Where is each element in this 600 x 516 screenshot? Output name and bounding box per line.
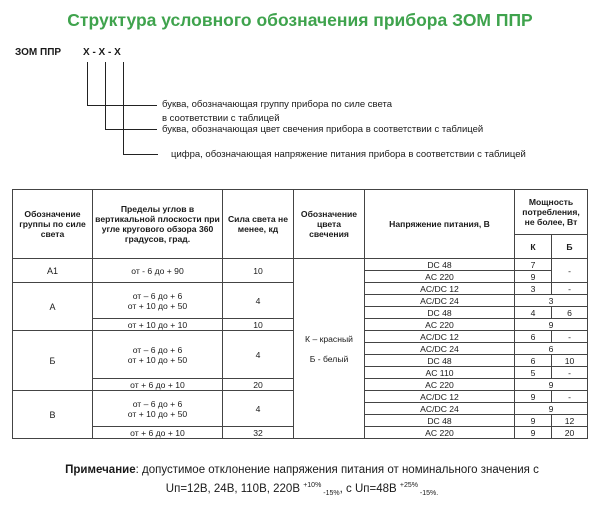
power-k-cell: 9 [515,427,552,439]
connector-1-horizontal [87,105,157,106]
color-white: Б - белый [309,353,349,364]
color-red: К – красный [305,333,353,344]
connector-3-horizontal [123,154,158,155]
angles-b-main-line-2: от + 10 до + 50 [127,354,188,365]
intensity-b-main: 4 [223,331,294,379]
angles-a1: от - 6 до + 90 [93,259,223,283]
header-power-k: К [515,235,552,259]
voltage-cell: DC 48 [365,415,515,427]
intensity-a1: 10 [223,259,294,283]
angles-a-main [93,283,223,319]
power-k-cell: 6 [515,355,552,367]
page-title: Структура условного обозначения прибора ЗОМ ППР [67,10,533,30]
header-intensity: Сила света не менее, кд [223,190,294,259]
voltage-cell: AC 110 [365,367,515,379]
note-text-2b: , с Uп=48В [339,482,400,495]
angles-b-main-line-1: от – 6 до + 6 [132,344,183,355]
header-power-b: Б [552,235,588,259]
voltage-cell: DC 48 [365,355,515,367]
header-voltage: Напряжение питания, В [365,190,515,259]
power-b-cell: 10 [552,355,588,367]
angles-v-main-line-1: от – 6 до + 6 [132,398,183,409]
voltage-cell: DC 48 [365,259,515,271]
legend-line-2: в соответствии с таблицей [162,113,280,124]
voltage-cell: AC/DC 24 [365,295,515,307]
header-angles: Пределы углов в вертикальной плоскости при угле кругового обзора 360 градусов, град. [93,190,223,259]
power-k-cell: 9 [515,391,552,403]
power-b-cell: - [552,283,588,295]
power-k-cell: 7 [515,259,552,271]
voltage-cell: AC/DC 24 [365,343,515,355]
code-pattern: Х - Х - Х [83,47,121,58]
connector-2-vertical [105,62,106,130]
header-group: Обозначение группы по силе света [13,190,93,259]
angles-v-main-line-2: от + 10 до + 50 [127,408,188,419]
voltage-cell: AC/DC 24 [365,403,515,415]
power-k-cell: 4 [515,307,552,319]
voltage-cell: DC 48 [365,307,515,319]
voltage-cell: AC 220 [365,379,515,391]
power-k-cell: 9 [515,415,552,427]
power-b-cell: 6 [552,307,588,319]
power-b-cell: - [552,331,588,343]
note-text-2a: Uп=12В, 24В, 110В, 220В [165,482,304,495]
power-k-cell: 6 [515,331,552,343]
voltage-cell: AC/DC 12 [365,391,515,403]
legend-line-4: цифра, обозначающая напряжение питания прибора в соответствии с таблицей [171,149,526,160]
angles-b-sub: от + 6 до + 10 [93,379,223,391]
note-sub-1: -15% [321,490,340,498]
power-both-cell: 6 [515,343,588,355]
intensity-a-main: 4 [223,283,294,319]
connector-2-horizontal [105,129,157,130]
voltage-cell: AC/DC 12 [365,283,515,295]
angles-a-main-line-2: от + 10 до + 50 [127,300,188,311]
header-color: Обозначение цвета свечения [294,190,365,259]
voltage-cell: AC 220 [365,319,515,331]
legend-line-3: буква, обозначающая цвет свечения прибора в соответствии с таблицей [162,124,484,135]
voltage-cell: AC 220 [365,271,515,283]
intensity-b-sub: 20 [223,379,294,391]
voltage-cell: AC/DC 12 [365,331,515,343]
intensity-a-sub: 10 [223,319,294,331]
note-sub-2: -15%. [417,490,439,498]
connector-1-vertical [87,62,88,106]
angles-v-sub: от + 6 до + 10 [93,427,223,439]
header-power: Мощность потребления, не более, Вт [515,190,588,235]
legend-line-1: буква, обозначающая группу прибора по силе света [162,99,392,110]
note-sup-1: +10% [303,482,322,489]
power-b-cell: - [552,259,588,283]
power-k-cell: 3 [515,283,552,295]
group-b: Б [13,331,93,391]
note-label: Примечание [65,464,136,476]
color-cell [294,259,365,439]
note-sup-2: +25% [399,482,418,489]
code-prefix: ЗОМ ППР [15,47,62,58]
intensity-v-main: 4 [223,391,294,427]
connector-3-vertical [123,62,124,155]
angles-a-sub: от + 10 до + 10 [93,319,223,331]
power-b-cell: - [552,391,588,403]
power-b-cell: 20 [552,427,588,439]
power-both-cell: 9 [515,403,588,415]
angles-a-main-line-1: от – 6 до + 6 [132,290,183,301]
voltage-cell: AC 220 [365,427,515,439]
spec-table [12,189,588,439]
group-a1: А1 [13,259,93,283]
power-b-cell: - [552,367,588,379]
power-k-cell: 5 [515,367,552,379]
note [12,462,592,502]
note-text-1: : допустимое отклонение напряжения питания от номинального значения с [135,464,539,476]
group-a: А [13,283,93,331]
power-both-cell: 9 [515,379,588,391]
power-b-cell: 12 [552,415,588,427]
power-both-cell: 9 [515,319,588,331]
power-k-cell: 9 [515,271,552,283]
intensity-v-sub: 32 [223,427,294,439]
angles-b-main [93,331,223,379]
group-v: В [13,391,93,439]
power-both-cell: 3 [515,295,588,307]
code-structure [15,47,121,58]
angles-v-main [93,391,223,427]
